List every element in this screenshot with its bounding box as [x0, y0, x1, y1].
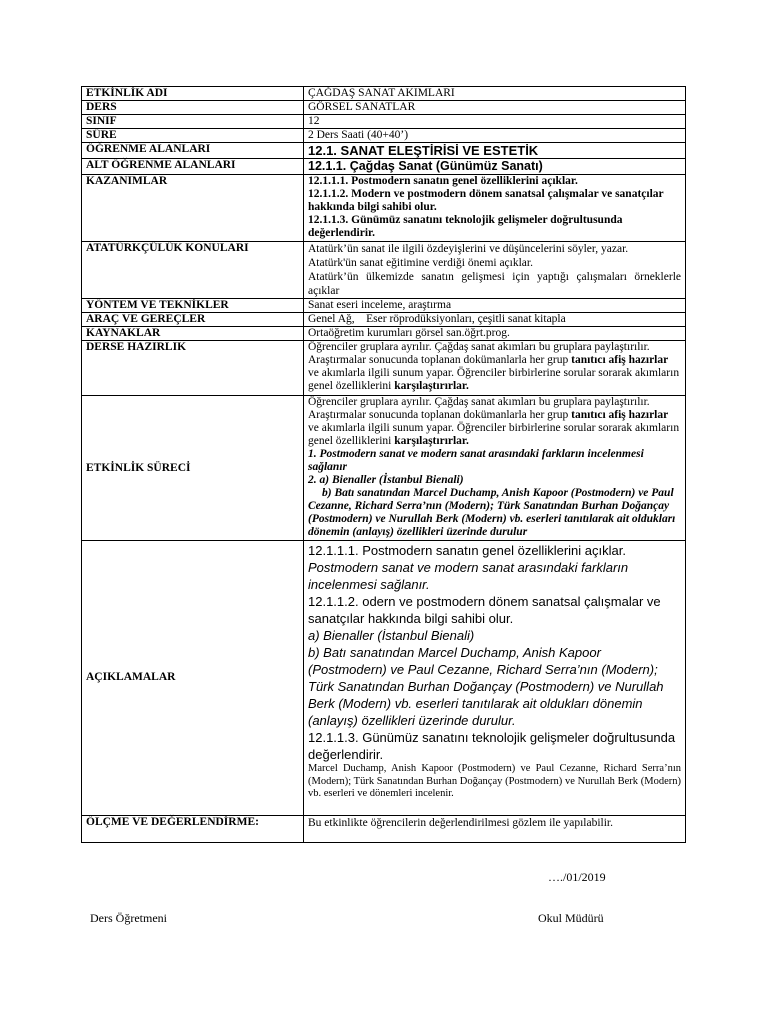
surec-step: 1. Postmodern sanat ve modern sanat arasındaki farkların incelenmesi sağlanır [308, 448, 644, 473]
value-yontem: Sanat eseri inceleme, araştırma [304, 299, 686, 313]
row-yontem [82, 299, 686, 313]
lesson-plan-table [81, 86, 686, 843]
kazanim-item: 12.1.1.2. Modern ve postmodern dönem sanatsal çalışmalar ve sanatçılar hakkında bilgi sahibi olur. [308, 188, 664, 213]
value-sinif: 12 [304, 115, 686, 129]
label-arac: ARAÇ VE GEREÇLER [82, 313, 304, 327]
label-kazanimlar: KAZANIMLAR [82, 175, 304, 242]
value-arac: Genel Ağ, Eser röprodüksiyonları, çeşitli sanat kitapla [304, 313, 686, 327]
row-kaynaklar [82, 327, 686, 341]
row-etkinlik-sureci [82, 396, 686, 541]
surec-text: Öğrenciler gruplara ayrılır. Çağdaş sanat akımları bu gruplara paylaştırılır. Araştırmalar sonucunda toplanan dokümanlarla her grup [308, 396, 650, 421]
value-sure: 2 Ders Saati (40+40’) [304, 129, 686, 143]
value-ogrenme-alanlari: 12.1. SANAT ELEŞTİRİSİ VE ESTETİK [304, 143, 686, 159]
value-aciklamalar [304, 541, 686, 816]
value-ataturkculuk [304, 242, 686, 299]
ataturkculuk-item: Atatürk’ün ülkemizde sanatın gelişmesi için yaptığı çalışmaları örneklerle açıklar [308, 271, 681, 297]
kazanim-item: 12.1.1.1. Postmodern sanatın genel özelliklerini açıklar. [308, 175, 578, 187]
label-ataturkculuk: ATATÜRKÇÜLÜK KONULARI [82, 242, 304, 299]
label-yontem: YÖNTEM VE TEKNİKLER [82, 299, 304, 313]
label-ogrenme-alanlari: ÖĞRENME ALANLARI [82, 143, 304, 159]
value-ders: GÖRSEL SANATLAR [304, 101, 686, 115]
aciklama-line: a) Bienaller (İstanbul Bienali) [308, 628, 475, 643]
label-derse-hazirlik: DERSE HAZIRLIK [82, 341, 304, 396]
label-olcme: ÖLÇME VE DEĞERLENDİRME: [82, 815, 304, 842]
label-sinif: SINIF [82, 115, 304, 129]
aciklama-line: 12.1.1.2. odern ve postmodern dönem sanatsal çalışmalar ve sanatçılar hakkında bilgi sahibi olur. [308, 594, 661, 626]
ataturkculuk-item: Atatürk'ün sanat eğitimine verdiği önemi açıklar. [308, 257, 533, 269]
row-kazanimlar [82, 175, 686, 242]
row-ogrenme-alanlari [82, 143, 686, 159]
value-kazanimlar [304, 175, 686, 242]
aciklama-line: Marcel Duchamp, Anish Kapoor (Postmodern) ve Paul Cezanne, Richard Serra’nın (Modern); Türk Sanatından Burhan Doğançay (Postmodern) ve Nurullah Berk (Modern) vb. eserleri ve dönemleri incelenir. [308, 763, 681, 799]
row-ataturkculuk [82, 242, 686, 299]
row-sure [82, 129, 686, 143]
aciklama-line: b) Batı sanatından Marcel Duchamp, Anish Kapoor (Postmodern) ve Paul Cezanne, Richard Serra’nın (Modern); Türk Sanatından Burhan Doğançay (Postmodern) ve Nurullah Berk (Modern) vb. eserleri tanıtılarak ait oldukları dönemin (anlayış) özellikleri üzerinde durulur. [308, 645, 664, 728]
label-alt-ogrenme-alanlari: ALT ÖĞRENME ALANLARI [82, 159, 304, 175]
label-etkinlik-adi: ETKİNLİK ADI [82, 87, 304, 101]
label-ders: DERS [82, 101, 304, 115]
label-sure: SÜRE [82, 129, 304, 143]
surec-text: ve akımlarla ilgili sunum yapar. Öğrenciler birbirlerine sorular sorarak akımların genel özelliklerini [308, 422, 680, 447]
value-etkinlik-sureci [304, 396, 686, 541]
row-olcme [82, 815, 686, 842]
value-kaynaklar: Ortaöğretim kurumları görsel san.öğrt.prog. [304, 327, 686, 341]
surec-bold: tanıtıcı afiş hazırlar [571, 409, 669, 421]
hazirlik-text: ve akımlarla ilgili sunum yapar. Öğrenciler birbirlerine sorular sorarak akımların genel özelliklerini [308, 367, 680, 392]
aciklama-line: Postmodern sanat ve modern sanat arasındaki farkların incelenmesi sağlanır. [308, 560, 629, 592]
label-etkinlik-sureci: ETKİNLİK SÜRECİ [82, 396, 304, 541]
kazanim-item: 12.1.1.3. Günümüz sanatını teknolojik gelişmeler doğrultusunda değerlendirir. [308, 214, 623, 239]
value-olcme: Bu etkinlikte öğrencilerin değerlendirilmesi gözlem ile yapılabilir. [304, 815, 686, 842]
surec-step: 2. a) Bienaller (İstanbul Bienali) [308, 474, 464, 486]
row-derse-hazirlik [82, 341, 686, 396]
teacher-signature-label: Ders Öğretmeni [90, 911, 167, 925]
hazirlik-bold: karşılaştırırlar. [394, 380, 469, 392]
principal-signature-label: Okul Müdürü [538, 911, 604, 925]
value-derse-hazirlik [304, 341, 686, 396]
label-aciklamalar: AÇIKLAMALAR [82, 541, 304, 816]
surec-bold: karşılaştırırlar. [394, 435, 469, 447]
row-etkinlik-adi [82, 87, 686, 101]
surec-step: b) Batı sanatından Marcel Duchamp, Anish Kapoor (Postmodern) ve Paul Cezanne, Richard Serra’nın (Modern); Türk Sanatından Burhan Doğançay (Postmodern) ve Nurullah Berk (Modern) vb. eserleri tanıtılarak ait oldukları dönemin (anlayış) özellikleri üzerinde durulur [308, 487, 676, 538]
row-sinif [82, 115, 686, 129]
row-aciklamalar [82, 541, 686, 816]
aciklama-line: 12.1.1.3. Günümüz sanatını teknolojik gelişmeler doğrultusunda değerlendirir. [308, 730, 676, 762]
value-etkinlik-adi: ÇAĞDAŞ SANAT AKIMLARI [304, 87, 686, 101]
hazirlik-bold: tanıtıcı afiş hazırlar [571, 354, 669, 366]
date-field: …./01/2019 [548, 870, 606, 884]
ataturkculuk-item: Atatürk’ün sanat ile ilgili özdeyişlerini ve düşüncelerini söyler, yazar. [308, 243, 629, 255]
row-arac [82, 313, 686, 327]
label-kaynaklar: KAYNAKLAR [82, 327, 304, 341]
row-ders [82, 101, 686, 115]
row-alt-ogrenme-alanlari [82, 159, 686, 175]
value-alt-ogrenme-alanlari: 12.1.1. Çağdaş Sanat (Günümüz Sanatı) [304, 159, 686, 175]
hazirlik-text: Öğrenciler gruplara ayrılır. Çağdaş sanat akımları bu gruplara paylaştırılır. Araştırmalar sonucunda toplanan dokümanlarla her grup [308, 341, 650, 366]
aciklama-line: 12.1.1.1. Postmodern sanatın genel özelliklerini açıklar. [308, 543, 626, 558]
